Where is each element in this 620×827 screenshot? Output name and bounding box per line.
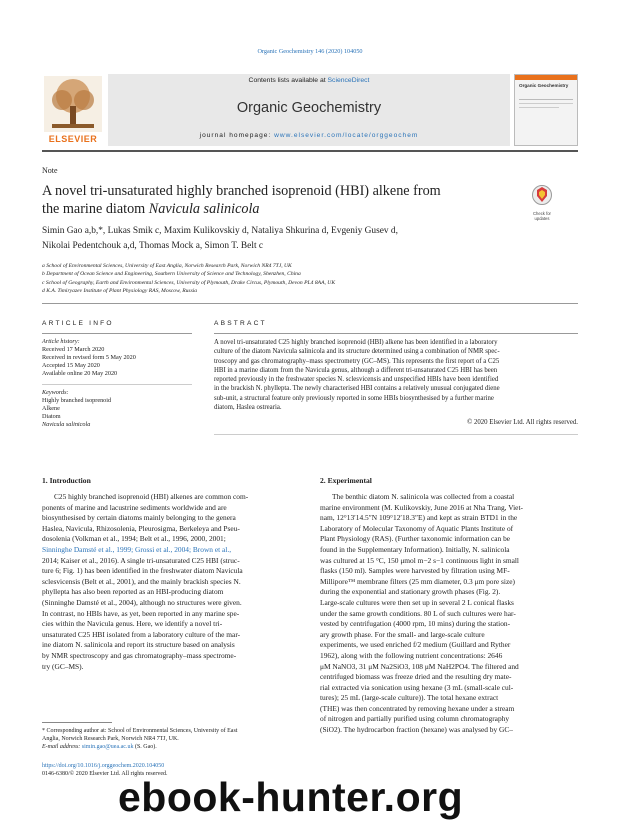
email-suffix: (S. Gao). — [133, 744, 157, 750]
intro-line: In contrast, no HBIs have, as yet, been reported in any marine spe- — [42, 608, 240, 618]
homepage-line — [108, 132, 510, 139]
journal-name: Organic Geochemistry — [236, 100, 382, 116]
exp-line: The benthic diatom N. salinicola was collected from a coastal — [332, 492, 515, 501]
exp-line: Millipore™ membrane filters (25 mm diameter, 0.3 μm pore size) — [320, 576, 516, 586]
doi-link[interactable]: https://doi.org/10.1016/j.orggeochem.2020.104050 — [42, 763, 165, 769]
intro-line: phyllepta has also been reported as an HBI-producing diatom — [42, 587, 224, 597]
authors-line-2: Nikolai Pedentchouk a,d, Thomas Mock a, Simon T. Belt c — [42, 240, 264, 251]
history-online: Available online 20 May 2020 — [42, 369, 118, 377]
article-title — [42, 182, 512, 218]
intro-line: dosolenia (Volkman et al., 1994; Belt et al., 1996, 2000, 2001; — [42, 534, 226, 544]
sciencedirect-link[interactable]: ScienceDirect — [327, 77, 370, 84]
journal-cover — [514, 74, 578, 146]
copyright: © 2020 Elsevier Ltd. All rights reserved. — [467, 419, 578, 426]
journal-reference[interactable]: Organic Geochemistry 146 (2020) 104050 — [257, 48, 363, 55]
exp-line: found in the Supplementary Information). Initially, N. salinicola — [320, 544, 510, 554]
experimental-heading: 2. Experimental — [320, 476, 372, 485]
email-link[interactable]: simin.gao@uea.ac.uk — [81, 744, 134, 750]
homepage-prefix: journal homepage: — [199, 132, 275, 139]
intro-line: ponents of marine and lacustrine sediments worldwide and are — [42, 502, 227, 512]
intro-line: cies within the Navicula genus. Here, we identify a novel tri- — [42, 619, 223, 629]
exp-line: under the same growth conditions. 80 L of such cultures were har- — [320, 608, 516, 618]
history-accepted: Accepted 15 May 2020 — [42, 361, 100, 369]
keyword: Navicula salinicola — [42, 420, 91, 428]
elsevier-logo — [42, 74, 104, 146]
check-updates-icon — [528, 184, 556, 206]
exp-line: of nitrogen and partially purified using column chromatography — [320, 714, 510, 724]
email-label: E-mail address: — [42, 744, 82, 750]
intro-line: (Sinninghe Damsté et al., 2004), although no structures were given. — [42, 597, 242, 607]
footnote — [42, 727, 304, 751]
keywords — [42, 389, 192, 429]
exp-line: μM NaNO3, 31 μM Na2SiO3, 108 μM NaH2PO4. The filtered and — [320, 661, 519, 671]
exp-line: during the exponential and stationary growth phases (Fig. 2). — [320, 587, 501, 597]
exp-line: centrifuged biomass was freeze dried and the resulting dry mate- — [320, 672, 512, 682]
homepage-link[interactable]: www.elsevier.com/locate/orggeochem — [274, 132, 419, 139]
publisher-name: ELSEVIER — [48, 134, 98, 144]
check-for-updates-button[interactable] — [528, 184, 556, 221]
history-received: Received 17 March 2020 — [42, 345, 105, 353]
exp-line: ary growth phase. For the small- and large-scale culture — [320, 629, 485, 639]
intro-line: C25 highly branched isoprenoid (HBI) alkenes are common com- — [54, 492, 249, 501]
affiliation-a: a School of Environmental Sciences, University of East Anglia, Norwich Research Park, Norwich NR4 7TJ, UK — [42, 263, 292, 269]
email-line — [42, 743, 304, 751]
abstract-line: reported previously in the freshwater species N. sclesvicensis and unspecified HBIs have been identified — [214, 376, 499, 384]
issn-line: 0146-6380/© 2020 Elsevier Ltd. All rights reserved. — [42, 771, 168, 778]
exp-line: flasks (150 ml). Samples were harvested by filtration using MF- — [320, 566, 510, 576]
history-heading: Article history: — [42, 338, 80, 345]
exp-line: experiments, we used enriched f/2 medium (Guillard and Ryther — [320, 640, 511, 650]
contents-line — [108, 77, 510, 84]
title-line-2 — [42, 200, 512, 218]
exp-line: (SiO2). The hydrocarbon fraction (hexane) was analysed by GC– — [320, 725, 513, 735]
article-type: Note — [42, 166, 58, 175]
keyword: Alkene — [42, 404, 60, 412]
exp-line: Plant Physiology (RAS). (Further taxonomic information can be — [320, 534, 511, 544]
intro-body — [42, 492, 302, 672]
intro-line: ture 6; Fig. 1) has been identified in the freshwater diatom Navicula — [42, 566, 243, 576]
cover-title: Organic Geochemistry — [519, 83, 569, 88]
exp-line: marine environment (M. Kulikovskiy, June 2016 at Nha Trang, Viet- — [320, 502, 523, 512]
cover-stripe — [515, 75, 577, 80]
abstract-line: A novel tri-unsaturated C25 highly branched isoprenoid (HBI) alkene has been identified in a laboratory — [214, 339, 498, 346]
exp-line: tures); 25 mL (large-scale culture)). The total hexane extract — [320, 693, 499, 703]
abstract-line: HBI in a marine diatom from the Navicula genus, although a different tri-unsaturated C25 HBI has been — [214, 366, 498, 374]
exp-line: Laboratory of Molecular Taxonomy of Aquatic Plants Institute of — [320, 523, 514, 533]
abstract-body — [214, 338, 578, 412]
intro-heading: 1. Introduction — [42, 476, 91, 485]
author-list — [42, 224, 562, 253]
footnote-line: * Corresponding author at: School of Environmental Sciences, University of East — [42, 728, 238, 734]
exp-line: 1962), along with the following nutrient concentrations: 2646 — [320, 650, 503, 660]
experimental-body — [320, 492, 578, 736]
intro-line: Sinninghe Damsté et al., 1999; Grossi et al., 2004; Brown et al., — [42, 544, 232, 554]
title-species: Navicula salinicola — [148, 201, 260, 217]
intro-line: unsaturated C25 HBI isolated from a laboratory culture of the mar- — [42, 629, 241, 639]
affiliations — [42, 262, 578, 296]
exp-line: vested by centrifugation (4000 rpm, 10 mins) during the station- — [320, 619, 511, 629]
journal-header — [42, 74, 578, 146]
footnote-line: Anglia, Norwich Research Park, Norwich NR4 7TJ, UK. — [42, 736, 179, 742]
abstract-line: troscopy and gas chromatography–mass spectrometry (GC–MS). This represents the first report of a C25 — [214, 357, 500, 365]
intro-line: by NMR spectroscopy and gas chromatography–mass spectrome- — [42, 650, 237, 660]
keywords-heading: Keywords: — [42, 389, 69, 396]
abstract-line: diatom, Haslea ostrearia. — [214, 404, 282, 412]
title-prefix: the marine diatom — [42, 201, 149, 217]
keyword: Highly branched isoprenoid — [42, 396, 112, 404]
journal-banner — [108, 74, 510, 146]
elsevier-tree-icon — [42, 74, 104, 134]
abstract-line: culture of the diatom Navicula salinicola and its structure determined using a combination of NMR spec- — [214, 348, 500, 356]
check-updates-label: Check for updates — [533, 211, 551, 221]
exp-line: Large-scale cultures were then set up in several 2 L conical flasks — [320, 597, 514, 607]
intro-line: Haslea, Navicula, Rhizosolenia, Pleurosigma, Berkeleya and Pseu- — [42, 523, 240, 533]
article-info-heading: ARTICLE INFO — [42, 320, 114, 327]
abstract-line: sub-unit, a structural feature only previously reported in some HBIs biosynthesised by a further marine — [214, 394, 494, 402]
authors-line-1: Simin Gao a,b,*, Lukas Smik c, Maxim Kulikovskiy d, Nataliya Shkurina d, Evgeniy Gusev d, — [42, 226, 398, 236]
watermark-text: ebook-hunter.org — [118, 774, 464, 820]
exp-line: was cultured at 15 °C, 150 μmol m−2 s−1 continuous light in small — [320, 555, 519, 565]
intro-line: ine diatom N. salinicola and report its structure based on analysis — [42, 640, 235, 650]
exp-line: (THE) was then concentrated by removing hexane under a stream — [320, 703, 515, 713]
intro-line: biosynthesised by certain diatoms mainly belonging to the genera — [42, 513, 236, 523]
intro-line: sclesvicensis (Belt et al., 2001), and the mainly brackish species N. — [42, 576, 241, 586]
history-revised: Received in revised form 5 May 2020 — [42, 353, 136, 361]
exp-line: rial extracted via sonication using hexane (3 mL (small-scale cul- — [320, 682, 514, 692]
affiliation-c: c School of Geography, Earth and Environmental Sciences, University of Plymouth, Drake Circus, Plymouth, Devon PL4 8AA, UK — [42, 279, 336, 286]
article-history — [42, 338, 192, 378]
abstract-line: in the brackish N. phyllepta. The newly characterised HBI contains a relatively unusual conjugated diene — [214, 385, 500, 393]
title-line-1: A novel tri-unsaturated highly branched isoprenoid (HBI) alkene from — [42, 183, 441, 199]
abstract-heading: ABSTRACT — [214, 320, 267, 327]
intro-line: try (GC–MS). — [42, 661, 84, 671]
affiliation-b: b Department of Ocean Science and Engineering, Southern University of Science and Technology, Shenzhen, China — [42, 271, 301, 278]
exp-line: nam, 12°13′14.5″N 109°12′18.3″E) and kept as strain BTD1 in the — [320, 513, 518, 523]
keyword: Diatom — [42, 412, 61, 420]
intro-line: 2014; Kaiser et al., 2016). A single tri-unsaturated C25 HBI (struc- — [42, 555, 240, 565]
contents-prefix: Contents lists available at — [248, 77, 328, 84]
affiliation-d: d K.A. Timiryazev Institute of Plant Physiology RAS, Moscow, Russia — [42, 288, 198, 295]
